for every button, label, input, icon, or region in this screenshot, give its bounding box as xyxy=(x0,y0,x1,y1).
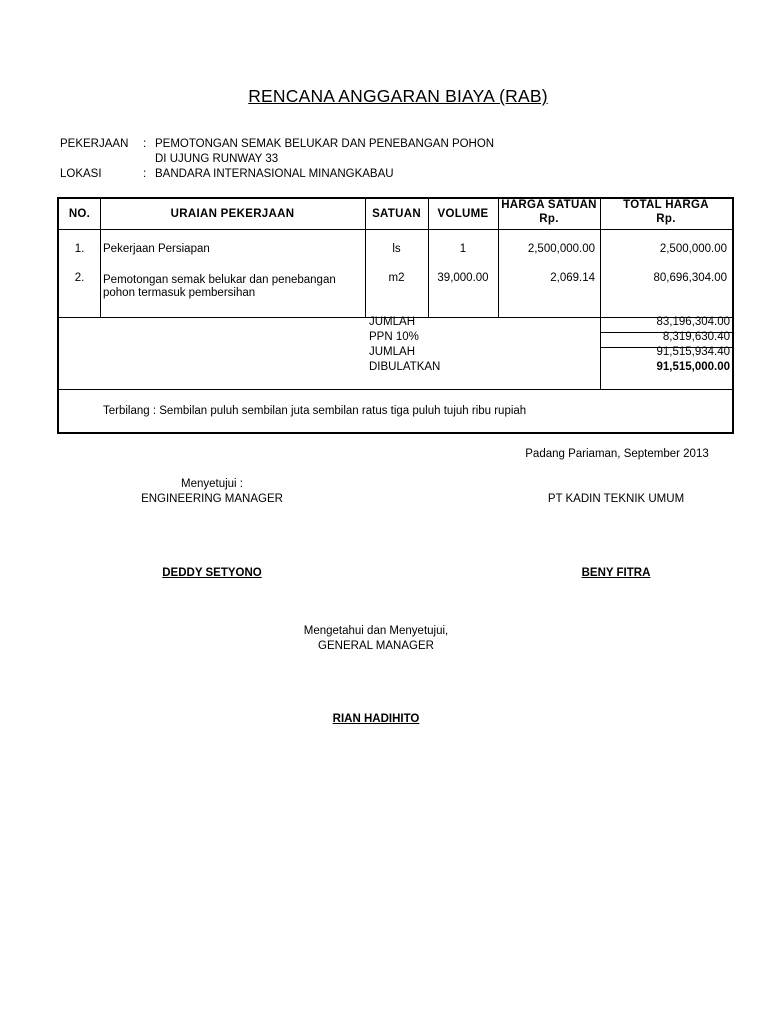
left-position: ENGINEERING MANAGER xyxy=(141,493,283,505)
pekerjaan-row xyxy=(60,138,494,150)
summary-ppn-label: PPN 10% xyxy=(369,331,419,343)
center-position: GENERAL MANAGER xyxy=(318,640,434,652)
summary-dibulatkan-label: DIBULATKAN xyxy=(369,361,441,373)
pekerjaan-value-line2: DI UJUNG RUNWAY 33 xyxy=(155,153,279,165)
row1-satuan: ls xyxy=(392,243,401,255)
summary-jumlah-label: JUMLAH xyxy=(369,316,416,328)
center-approval-title: Mengetahui dan Menyetujui, xyxy=(303,625,449,637)
summary-ppn-value: 8,319,630.40 xyxy=(662,331,730,343)
header-harga-satuan: HARGA SATUAN xyxy=(501,199,597,211)
lokasi-row xyxy=(60,168,394,180)
summary-divider xyxy=(59,389,732,390)
lokasi-colon: : xyxy=(143,168,147,180)
terbilang-text: Terbilang : Sembilan puluh sembilan juta sembilan ratus tiga puluh tujuh ribu rupiah xyxy=(103,405,527,417)
row1-no: 1. xyxy=(74,243,85,255)
header-total-harga: TOTAL HARGA xyxy=(623,199,709,211)
lokasi-label: LOKASI xyxy=(60,168,102,180)
center-signatory-name: RIAN HADIHITO xyxy=(332,713,420,725)
summary-total-label: JUMLAH xyxy=(369,346,416,358)
row1-volume: 1 xyxy=(459,243,467,255)
row1-total: 2,500,000.00 xyxy=(659,243,727,255)
pekerjaan-value: PEMOTONGAN SEMAK BELUKAR DAN PENEBANGAN POHON xyxy=(155,138,495,150)
summary-dibulatkan-value: 91,515,000.00 xyxy=(656,361,730,373)
rab-table xyxy=(57,197,734,434)
pekerjaan-colon: : xyxy=(143,138,147,150)
right-signatory-name: BENY FITRA xyxy=(581,567,651,579)
pekerjaan-label: PEKERJAAN xyxy=(60,138,129,150)
header-volume: VOLUME xyxy=(437,208,489,220)
row2-uraian: Pemotongan semak belukar dan penebangan pohon termasuk pembersihan xyxy=(103,274,336,299)
header-divider xyxy=(59,229,732,230)
summary-jumlah-value: 83,196,304.00 xyxy=(656,316,730,328)
header-uraian: URAIAN PEKERJAAN xyxy=(170,208,295,220)
header-no: NO. xyxy=(68,208,91,220)
place-date: Padang Pariaman, September 2013 xyxy=(525,448,709,460)
row2-total: 80,696,304.00 xyxy=(653,272,727,284)
row1-harga: 2,500,000.00 xyxy=(527,243,595,255)
left-approval-title: Menyetujui : xyxy=(180,478,243,490)
header-harga-rp: Rp. xyxy=(539,213,559,225)
header-total-rp: Rp. xyxy=(656,213,676,225)
right-company: PT KADIN TEKNIK UMUM xyxy=(547,493,685,505)
row2-harga: 2,069.14 xyxy=(550,272,595,284)
row1-uraian: Pekerjaan Persiapan xyxy=(103,243,210,255)
summary-total-value: 91,515,934.40 xyxy=(656,346,730,358)
lokasi-value: BANDARA INTERNASIONAL MINANGKABAU xyxy=(155,168,394,180)
document-title: RENCANA ANGGARAN BIAYA (RAB) xyxy=(248,86,548,106)
header-satuan: SATUAN xyxy=(372,208,421,220)
row2-no: 2. xyxy=(74,272,85,284)
row2-volume: 39,000.00 xyxy=(437,272,489,284)
row2-satuan: m2 xyxy=(388,272,405,284)
left-signatory-name: DEDDY SETYONO xyxy=(162,567,262,579)
